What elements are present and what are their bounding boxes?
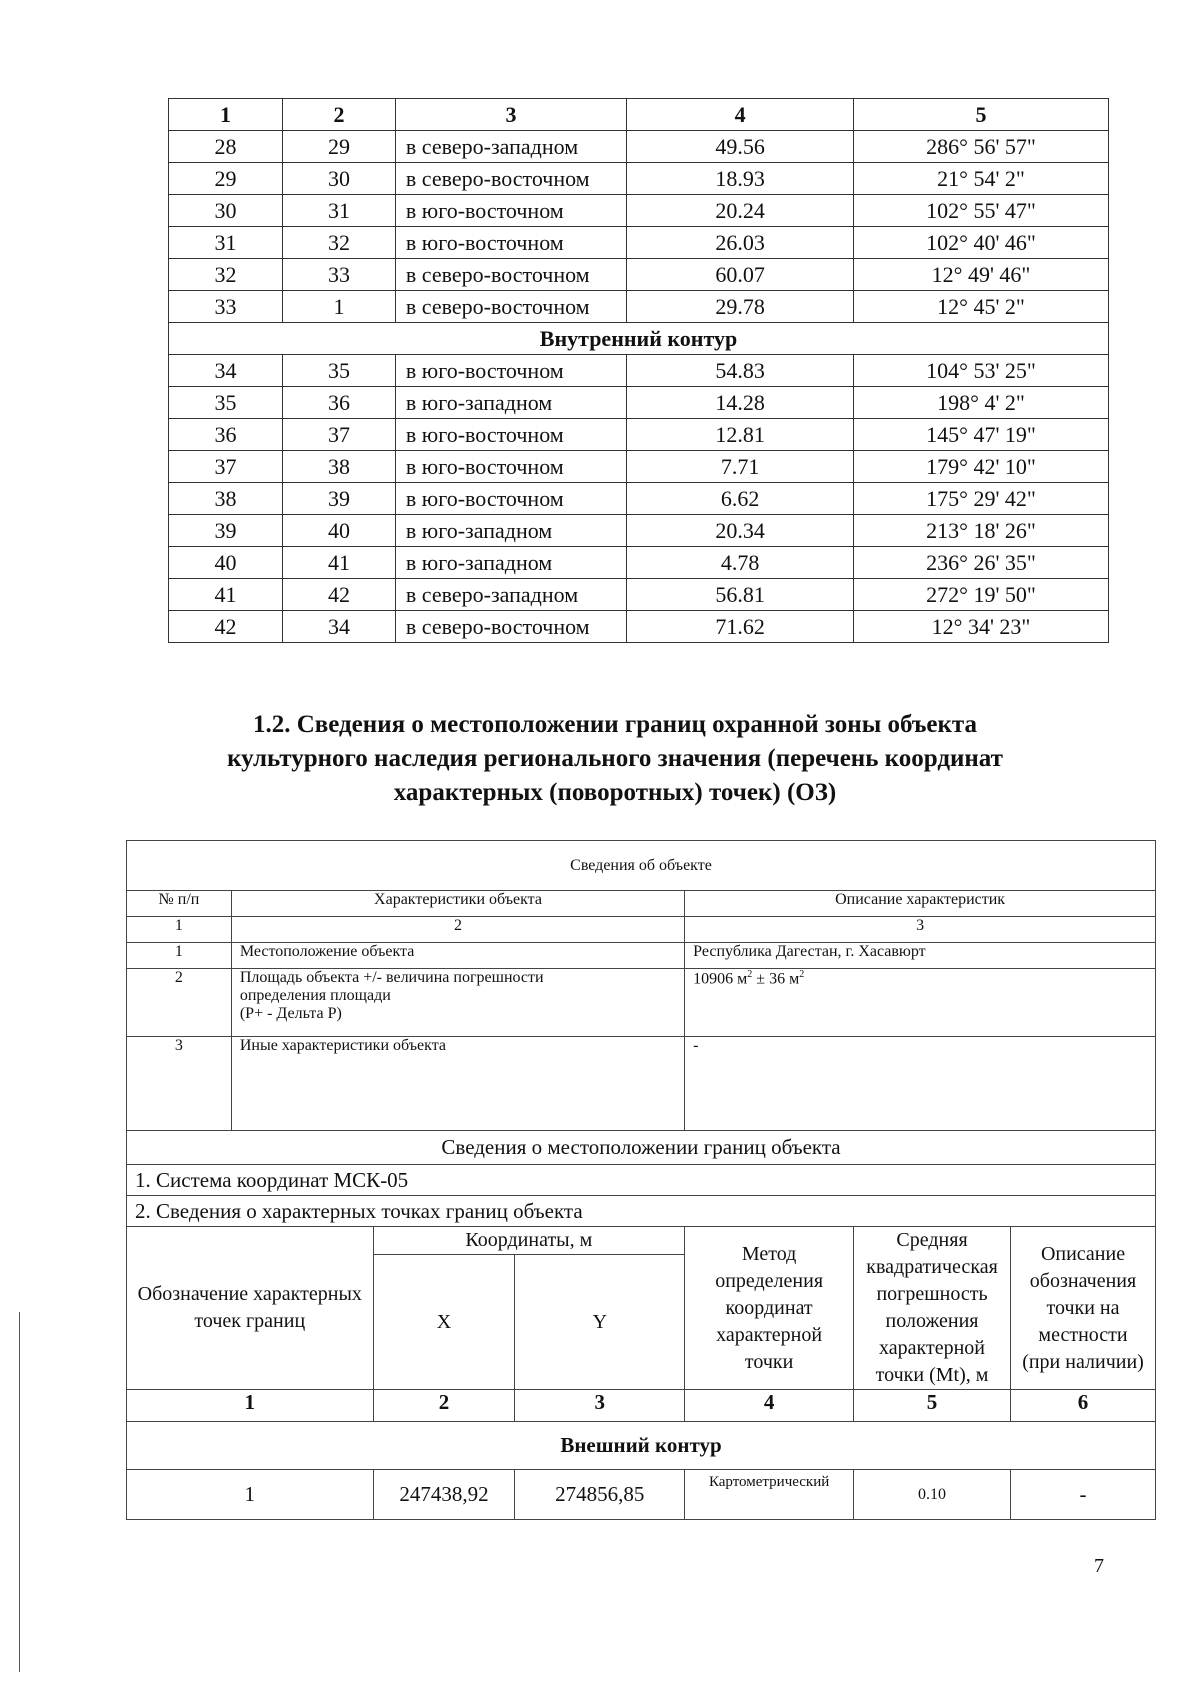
table-row — [169, 387, 1109, 419]
points-header-row — [127, 1227, 1156, 1255]
end-point-cell: 30 — [283, 163, 396, 195]
end-point-cell: 40 — [283, 515, 396, 547]
start-point-cell: 32 — [169, 259, 283, 291]
point-desc: - — [1011, 1470, 1156, 1520]
bearing-cell: 175° 29' 42" — [854, 483, 1109, 515]
direction-cell: в юго-восточном — [395, 483, 626, 515]
end-point-cell: 1 — [283, 291, 396, 323]
distance-cell: 60.07 — [627, 259, 854, 291]
col-desc-header: Описание характеристик — [685, 891, 1156, 917]
point-rmse: 0.10 — [854, 1470, 1011, 1520]
point-y: 274856,85 — [515, 1470, 685, 1520]
row-number: 2 — [127, 969, 232, 1037]
location-label: Местоположение объекта — [231, 943, 684, 969]
start-point-cell: 34 — [169, 355, 283, 387]
table-row — [169, 227, 1109, 259]
start-point-cell: 30 — [169, 195, 283, 227]
point-desc-header: Описание обозначения точки на местности (при наличии) — [1011, 1227, 1156, 1390]
start-point-cell: 33 — [169, 291, 283, 323]
bearing-cell: 213° 18' 26" — [854, 515, 1109, 547]
header-cell: 4 — [627, 99, 854, 131]
header-cell: 2 — [283, 99, 396, 131]
distance-cell: 18.93 — [627, 163, 854, 195]
object-info-header-row — [127, 891, 1156, 917]
area-label-line: (Р+ - Дельта Р) — [239, 1005, 342, 1022]
point-method: Картометрический — [685, 1470, 854, 1520]
outer-contour-row — [127, 1422, 1156, 1470]
end-point-cell: 41 — [283, 547, 396, 579]
location-title: Сведения о местоположении границ объекта — [127, 1131, 1156, 1165]
location-row — [127, 943, 1156, 969]
end-point-cell: 42 — [283, 579, 396, 611]
bearing-cell: 145° 47' 19" — [854, 419, 1109, 451]
distance-cell: 54.83 — [627, 355, 854, 387]
col-number: 5 — [854, 1390, 1011, 1422]
start-point-cell: 31 — [169, 227, 283, 259]
header-cell: 3 — [395, 99, 626, 131]
header-cell: 1 — [169, 99, 283, 131]
area-label — [231, 969, 684, 1037]
inner-contour-row — [169, 323, 1109, 355]
row-number: 1 — [127, 943, 232, 969]
distance-cell: 7.71 — [627, 451, 854, 483]
method-header: Метод определения координат характерной точки — [685, 1227, 854, 1390]
start-point-cell: 42 — [169, 611, 283, 643]
coord-system: 1. Система координат МСК-05 — [127, 1165, 1156, 1196]
location-value: Республика Дагестан, г. Хасавюрт — [685, 943, 1156, 969]
area-label-line: определения площади — [239, 987, 391, 1004]
end-point-cell: 36 — [283, 387, 396, 419]
area-value-main: 10906 м — [693, 970, 748, 988]
direction-cell: в северо-западном — [395, 131, 626, 163]
start-point-cell: 40 — [169, 547, 283, 579]
coords-header: Координаты, м — [373, 1227, 685, 1255]
end-point-cell: 31 — [283, 195, 396, 227]
col-number: 6 — [1011, 1390, 1156, 1422]
heading-line-1: 1.2. Сведения о местоположении границ охранной зоны объекта — [252, 711, 978, 738]
other-characteristics-row — [127, 1037, 1156, 1131]
direction-cell: в северо-восточном — [395, 163, 626, 195]
direction-cell: в юго-восточном — [395, 355, 626, 387]
direction-cell: в северо-западном — [395, 579, 626, 611]
col-number: 4 — [685, 1390, 854, 1422]
direction-cell: в юго-западном — [395, 387, 626, 419]
point-row — [127, 1470, 1156, 1520]
designation-header: Обозначение характерных точек границ — [127, 1227, 374, 1390]
start-point-cell: 39 — [169, 515, 283, 547]
col-char-header: Характеристики объекта — [231, 891, 684, 917]
table-row — [169, 163, 1109, 195]
table-row — [169, 259, 1109, 291]
rmse-header: Средняя квадратическая погрешность положения характерной точки (Mt), м — [854, 1227, 1011, 1390]
column-number-row — [127, 917, 1156, 943]
boundary-segments-table — [168, 98, 1109, 643]
bearing-cell: 21° 54' 2" — [854, 163, 1109, 195]
end-point-cell: 29 — [283, 131, 396, 163]
table-row — [169, 291, 1109, 323]
bearing-cell: 12° 49' 46" — [854, 259, 1109, 291]
distance-cell: 12.81 — [627, 419, 854, 451]
table-header-row — [169, 99, 1109, 131]
end-point-cell: 33 — [283, 259, 396, 291]
distance-cell: 6.62 — [627, 483, 854, 515]
direction-cell: в северо-восточном — [395, 291, 626, 323]
point-designation: 1 — [127, 1470, 374, 1520]
bearing-cell: 12° 34' 23" — [854, 611, 1109, 643]
start-point-cell: 41 — [169, 579, 283, 611]
distance-cell: 14.28 — [627, 387, 854, 419]
table-row — [169, 195, 1109, 227]
direction-cell: в северо-восточном — [395, 259, 626, 291]
heading-line-2: культурного наследия регионального значения (перечень координат — [227, 745, 1003, 772]
points-info: 2. Сведения о характерных точках границ объекта — [127, 1196, 1156, 1227]
col-number: 1 — [127, 1390, 374, 1422]
area-value: 10906 $м^2 \pm 36$ $м^2$ — [685, 969, 1156, 1037]
bearing-cell: 12° 45' 2" — [854, 291, 1109, 323]
other-characteristics-value: - — [685, 1037, 1156, 1131]
area-label-line: Площадь объекта +/- величина погрешности — [239, 969, 544, 986]
col-number: 2 — [373, 1390, 515, 1422]
table-row — [169, 547, 1109, 579]
table-row — [169, 131, 1109, 163]
end-point-cell: 35 — [283, 355, 396, 387]
outer-contour-label: Внешний контур — [127, 1422, 1156, 1470]
direction-cell: в северо-восточном — [395, 611, 626, 643]
table-row — [169, 355, 1109, 387]
heading-line-3: характерных (поворотных) точек) (ОЗ) — [393, 779, 837, 806]
area-value-error: ± 36 м — [752, 970, 800, 988]
start-point-cell: 29 — [169, 163, 283, 195]
direction-cell: в юго-восточном — [395, 227, 626, 259]
end-point-cell: 32 — [283, 227, 396, 259]
start-point-cell: 37 — [169, 451, 283, 483]
bearing-cell: 102° 55' 47" — [854, 195, 1109, 227]
object-info-title-row — [127, 841, 1156, 891]
bearing-cell: 198° 4' 2" — [854, 387, 1109, 419]
table-row — [169, 419, 1109, 451]
y-header: Y — [515, 1255, 685, 1390]
bearing-cell: 102° 40' 46" — [854, 227, 1109, 259]
bearing-cell: 104° 53' 25" — [854, 355, 1109, 387]
margin-line — [19, 1312, 20, 1672]
point-x: 247438,92 — [373, 1470, 515, 1520]
table-row — [169, 611, 1109, 643]
distance-cell: 56.81 — [627, 579, 854, 611]
bearing-cell: 286° 56' 57" — [854, 131, 1109, 163]
table-row — [169, 483, 1109, 515]
page-number: 7 — [1094, 1555, 1104, 1577]
direction-cell: в юго-западном — [395, 547, 626, 579]
distance-cell: 20.24 — [627, 195, 854, 227]
table-row — [169, 579, 1109, 611]
distance-cell: 71.62 — [627, 611, 854, 643]
coord-system-row — [127, 1165, 1156, 1196]
bearing-cell: 236° 26' 35" — [854, 547, 1109, 579]
row-number: 3 — [127, 1037, 232, 1131]
col-number: 2 — [231, 917, 684, 943]
start-point-cell: 38 — [169, 483, 283, 515]
end-point-cell: 38 — [283, 451, 396, 483]
col-number: 3 — [515, 1390, 685, 1422]
col-no-header: № п/п — [127, 891, 232, 917]
distance-cell: 29.78 — [627, 291, 854, 323]
table-row — [169, 451, 1109, 483]
points-number-row — [127, 1390, 1156, 1422]
area-row — [127, 969, 1156, 1037]
direction-cell: в юго-восточном — [395, 419, 626, 451]
direction-cell: в юго-восточном — [395, 195, 626, 227]
start-point-cell: 28 — [169, 131, 283, 163]
distance-cell: 26.03 — [627, 227, 854, 259]
header-cell: 5 — [854, 99, 1109, 131]
distance-cell: 49.56 — [627, 131, 854, 163]
bearing-cell: 179° 42' 10" — [854, 451, 1109, 483]
direction-cell: в юго-западном — [395, 515, 626, 547]
col-number: 1 — [127, 917, 232, 943]
points-info-row — [127, 1196, 1156, 1227]
location-title-row — [127, 1131, 1156, 1165]
x-header: X — [373, 1255, 515, 1390]
inner-contour-label: Внутренний контур — [169, 323, 1109, 355]
distance-cell: 20.34 — [627, 515, 854, 547]
col-number: 3 — [685, 917, 1156, 943]
section-heading — [150, 708, 1080, 810]
other-characteristics-label: Иные характеристики объекта — [231, 1037, 684, 1131]
table-row — [169, 515, 1109, 547]
end-point-cell: 34 — [283, 611, 396, 643]
object-info-title: Сведения об объекте — [127, 841, 1156, 891]
start-point-cell: 35 — [169, 387, 283, 419]
direction-cell: в юго-восточном — [395, 451, 626, 483]
end-point-cell: 39 — [283, 483, 396, 515]
distance-cell: 4.78 — [627, 547, 854, 579]
end-point-cell: 37 — [283, 419, 396, 451]
start-point-cell: 36 — [169, 419, 283, 451]
object-info-table — [126, 840, 1156, 1520]
bearing-cell: 272° 19' 50" — [854, 579, 1109, 611]
